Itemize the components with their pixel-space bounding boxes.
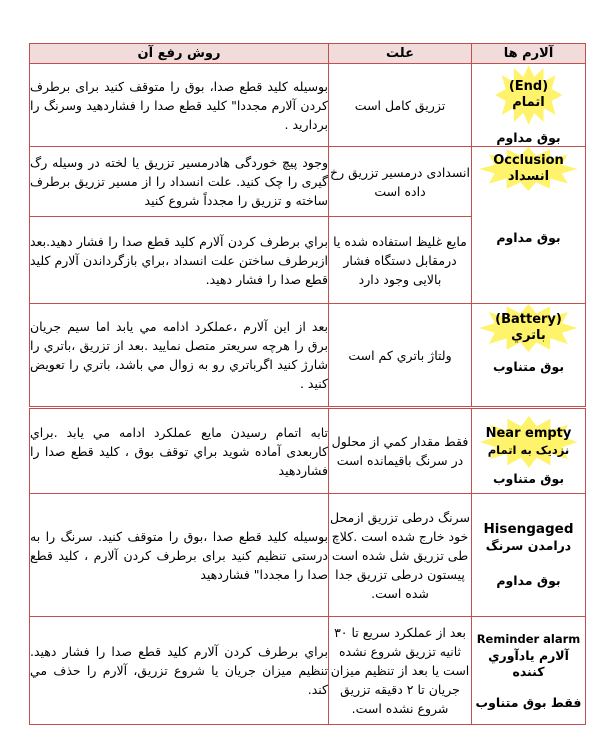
alarm-end [472, 64, 586, 147]
alarm-end-en: (End) [508, 78, 549, 94]
alarm-occlusion-en: Occlusion [493, 153, 564, 168]
table-row [30, 147, 586, 217]
table-row [30, 64, 586, 147]
fix-near-empty: تابه اتمام رسيدن مايع عملكرد ادامه مي يابد .براي كاربعدی آماده شويد براي توقف بوق ، كليد قطع صدا را فشاردهيد [30, 408, 329, 494]
alarm-occlusion [472, 147, 586, 304]
burst-battery [479, 304, 578, 352]
fix-end: بوسیله کلید قطع صدا، بوق را متوقف کنید برای برطرف کردن آلارم مجددا" کلید قطع صدا را فشاردهید وسرنگ را بردارید . [30, 64, 329, 147]
table-row [30, 408, 586, 494]
cause-occlusion-2: مایع غلیظ استفاده شده یا درمقابل دستگاه فشار بالایی وجود دارد [329, 217, 472, 304]
header-alarm: آلارم ها [472, 44, 586, 64]
alarm-disengaged-en: Hisengaged [483, 521, 574, 537]
cause-battery: ولتاژ باتري كم است [329, 304, 472, 408]
table-row [30, 304, 586, 408]
alarm-battery-en: (Battery) [495, 312, 562, 327]
fix-reminder: براي برطرف كردن آلارم كليد قطع صدا را فشار دهيد. تنظيم ميزان جريان يا شروع تزريق، آلارم را حذف مي كند. [30, 617, 329, 725]
alarm-end-fa: اتمام [512, 94, 545, 110]
alarm-battery [472, 304, 586, 408]
fix-battery: بعد از اين آلارم ،عملكرد ادامه مي يابد اما سيم جريان برق را هرچه سريعتر متصل نماييد .بعد از تزريق ،باتري را شارژ كنيد اگرباتري رو به زوال مي باشد، باتري را تعويض كنيد . [30, 304, 329, 408]
alarm-occlusion-fa: انسداد [507, 169, 550, 184]
alarm-reminder-beep: فقط بوق متناوب [475, 694, 582, 710]
alarm-disengaged [472, 494, 586, 617]
cause-occlusion-1: انسدادی درمسیر تزریق رخ داده است [329, 147, 472, 217]
burst-occlusion [479, 147, 578, 191]
alarm-occlusion-beep: بوق مداوم [496, 230, 561, 245]
fix-occlusion-2: براي برطرف كردن آلارم كليد قطع صدا را فشار دهيد.بعد ازبرطرف ساختن علت انسداد ،براي بازگرداندن آلارم كليد قطع صدا را فشار دهيد. [30, 217, 329, 304]
alarm-battery-fa: باتري [511, 328, 546, 343]
cause-disengaged: سرنگ درطی تزریق ازمحل خود خارج شده است .كلاچ طی تزريق شل شده است پيستون درطی تزريق جدا شده است. [329, 494, 472, 617]
alarm-near-empty-fa: نزدیک به اتمام [487, 442, 570, 457]
alarm-near-empty-beep: بوق متناوب [492, 470, 565, 486]
alarm-disengaged-beep: بوق مداوم [496, 573, 561, 588]
table-row [30, 617, 586, 725]
table-row [30, 494, 586, 617]
burst-near-empty [480, 416, 578, 468]
alarm-battery-beep: بوق متناوب [492, 359, 565, 374]
header-cause: علت [329, 44, 472, 64]
header-fix: روش رفع آن [30, 44, 329, 64]
fix-disengaged: بوسيله كليد قطع صدا ،بوق را متوقف كنيد. سرنگ را به درستی تنظيم كنيد برای برطرف كردن آلارم ، كليد قطع صدا را مجددا" فشاردهيد [30, 494, 329, 617]
alarm-disengaged-fa: درامدن سرنگ [485, 538, 572, 553]
alarm-table [29, 43, 586, 725]
alarm-reminder-en: Reminder alarm [476, 631, 581, 646]
cause-near-empty: فقط مقدار كمي از محلول در سرنگ باقيمانده است [329, 408, 472, 494]
alarm-near-empty-en: Near empty [485, 425, 572, 441]
alarm-reminder-fa: آلارم يادآوري كننده [488, 647, 569, 679]
cause-end: تزریق کامل است [329, 64, 472, 147]
alarm-near-empty [472, 408, 586, 494]
fix-occlusion-1: وجود پیچ خوردگی هادرمسیر تزریق یا لخته در وسیله رگ گیری را چک کنید. علت انسداد را از مسیر تزریق برطرف ساخته و تزریق را مجدداً شروع کنید [30, 147, 329, 217]
header-row [30, 44, 586, 64]
burst-end [495, 65, 562, 125]
alarm-end-beep: بوق مداوم [496, 129, 561, 145]
alarm-reminder [472, 617, 586, 725]
cause-reminder: بعد از عملكرد سريع تا ٣٠ ثانيه تزريق شروع نشده است يا بعد از تنظيم ميزان جريان تا ٢ دقيقه تزريق شروع نشده است. [329, 617, 472, 725]
